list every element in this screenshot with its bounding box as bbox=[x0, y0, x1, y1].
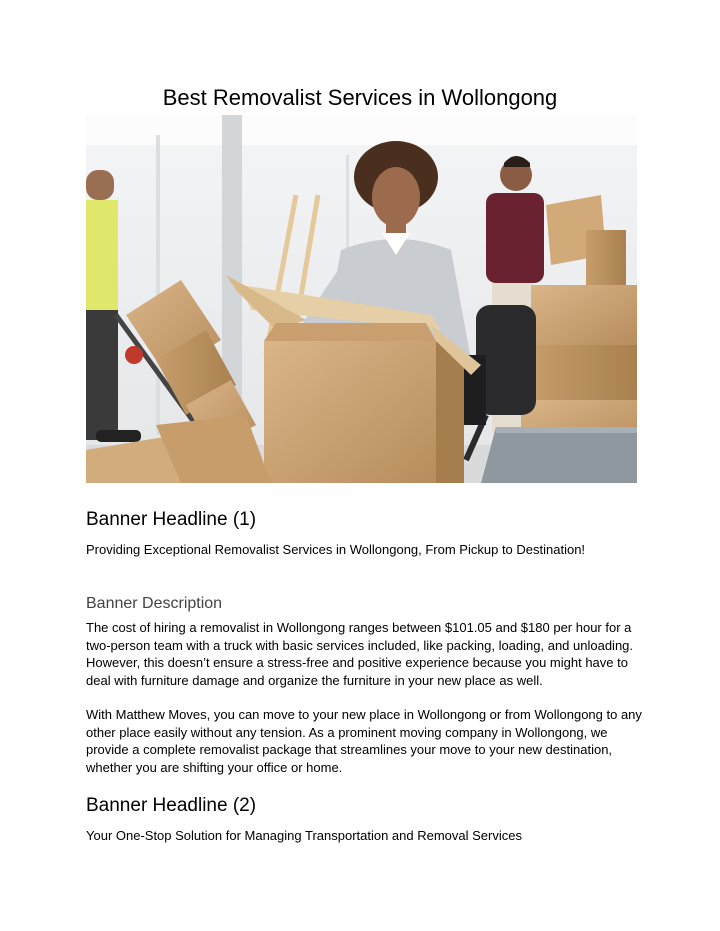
banner-description-paragraph-2: With Matthew Moves, you can move to your new place in Wollongong or from Wollongong to any other place easily without any tension. As a prominent moving company in Wollongong, we provide a complete removalist package that streamlines your move to your new destination, whether you are shifting your office or home. bbox=[86, 707, 642, 775]
hero-illustration bbox=[86, 115, 637, 483]
banner-headline-2-text: Your One-Stop Solution for Managing Transportation and Removal Services bbox=[86, 828, 522, 843]
banner-description-heading: Banner Description bbox=[86, 595, 223, 612]
banner-headline-2: Banner Headline (2) bbox=[86, 795, 257, 816]
banner-headline-1-text: Providing Exceptional Removalist Services in Wollongong, From Pickup to Destination! bbox=[86, 542, 586, 557]
banner-headline-1: Banner Headline (1) bbox=[86, 509, 257, 530]
banner-description-paragraph-1: The cost of hiring a removalist in Wollongong ranges between $101.05 and $180 per hour for a two-person team with a truck with basic services included, like packing, loading, and unloading. However, this doesn’t ensure a stress-free and positive experience because you might have to deal with furniture damage and organize the furniture in your new place as well. bbox=[86, 620, 634, 688]
hero-image bbox=[86, 115, 637, 483]
document-title: Best Removalist Services in Wollongong bbox=[162, 85, 558, 110]
